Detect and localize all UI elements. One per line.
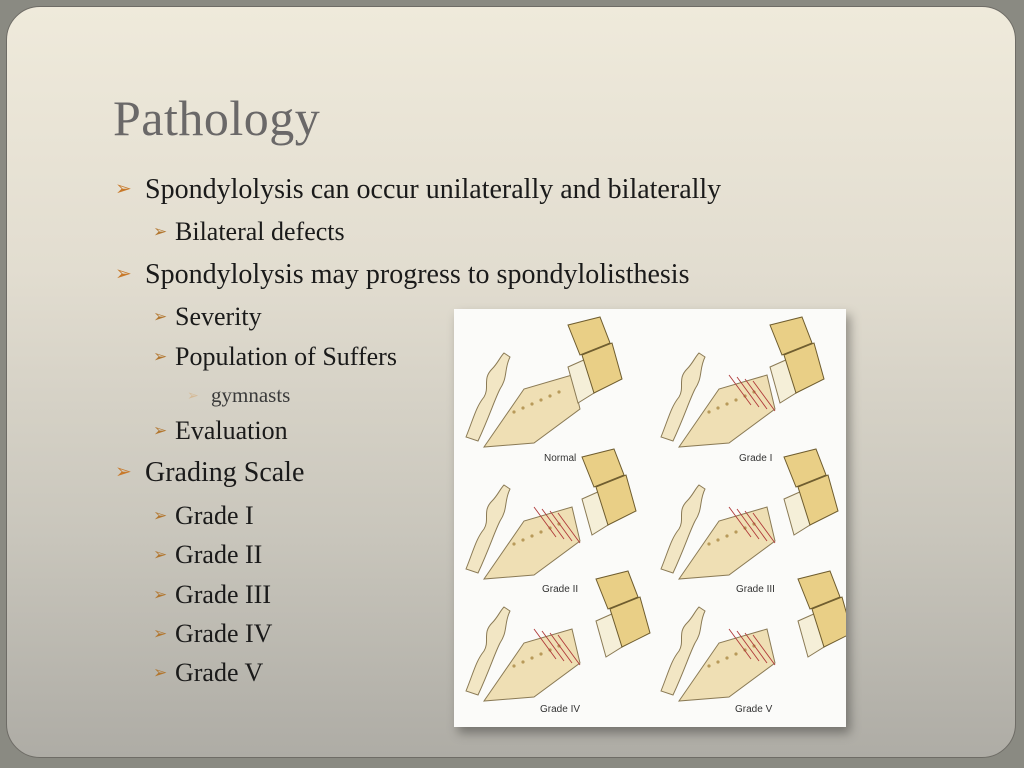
bullet-text: Grade IV xyxy=(175,619,273,648)
panel-caption: Normal xyxy=(544,453,577,464)
bullet-text: Spondylolysis may progress to spondylolisthesis xyxy=(145,259,690,290)
bullet-text: gymnasts xyxy=(211,383,291,407)
sacral-texture-dot xyxy=(539,652,542,655)
panel-caption: Grade V xyxy=(735,704,773,715)
bullet-text: Spondylolysis can occur unilaterally and bilaterally xyxy=(145,174,722,205)
bullet-item xyxy=(153,580,271,610)
sacral-texture-dot xyxy=(716,660,719,663)
bullet-item xyxy=(153,416,288,446)
arrow-bullet-icon: ➢ xyxy=(153,624,168,643)
sacral-texture-dot xyxy=(521,406,524,409)
sacral-texture-dot xyxy=(734,398,737,401)
panel-caption: Grade II xyxy=(542,584,579,595)
panel-caption: Grade IV xyxy=(540,704,581,715)
sacral-texture-dot xyxy=(539,398,542,401)
sacral-texture-dot xyxy=(734,652,737,655)
grade-panel xyxy=(466,449,636,579)
bullet-item xyxy=(115,259,689,291)
sacral-texture-dot xyxy=(512,410,515,413)
sacral-texture-dot xyxy=(716,538,719,541)
bullet-text: Grading Scale xyxy=(145,457,305,488)
arrow-bullet-icon: ➢ xyxy=(153,307,168,326)
sacral-texture-dot xyxy=(557,390,560,393)
arrow-bullet-icon: ➢ xyxy=(153,347,168,366)
arrow-bullet-icon: ➢ xyxy=(187,389,199,404)
bullet-item xyxy=(153,658,263,688)
bullet-text: Severity xyxy=(175,302,262,331)
grade-panel xyxy=(661,449,838,579)
bullet-item xyxy=(153,302,262,332)
arrow-bullet-icon: ➢ xyxy=(153,545,168,564)
arrow-bullet-icon: ➢ xyxy=(153,585,168,604)
grade-panel xyxy=(466,317,622,447)
slide xyxy=(6,6,1016,758)
bullet-text: Grade II xyxy=(175,540,263,569)
arrow-bullet-icon: ➢ xyxy=(115,263,132,285)
sacral-texture-dot xyxy=(521,660,524,663)
arrow-bullet-icon: ➢ xyxy=(115,178,132,200)
sacral-texture-dot xyxy=(707,542,710,545)
bullet-item xyxy=(115,174,721,206)
grade-panel xyxy=(661,317,824,447)
bullet-text: Bilateral defects xyxy=(175,217,345,246)
bullet-item xyxy=(153,501,254,531)
sacral-texture-dot xyxy=(734,530,737,533)
sacral-texture-dot xyxy=(512,664,515,667)
sacral-texture-dot xyxy=(725,534,728,537)
bullet-text: Grade I xyxy=(175,501,254,530)
bullet-item xyxy=(153,619,272,649)
panel-caption: Grade I xyxy=(739,453,773,464)
sacral-texture-dot xyxy=(707,664,710,667)
slide-title: Pathology xyxy=(113,90,321,146)
panel-caption: Grade III xyxy=(736,584,775,595)
arrow-bullet-icon: ➢ xyxy=(153,663,168,682)
bullet-text: Grade V xyxy=(175,658,264,687)
sacral-texture-dot xyxy=(530,534,533,537)
bullet-text: Grade III xyxy=(175,580,271,609)
sacral-texture-dot xyxy=(521,538,524,541)
spondylolisthesis-grades-figure xyxy=(454,309,846,727)
bullet-text: Evaluation xyxy=(175,416,288,445)
bullet-item xyxy=(187,383,290,408)
arrow-bullet-icon: ➢ xyxy=(153,222,168,241)
arrow-bullet-icon: ➢ xyxy=(153,421,168,440)
sacral-texture-dot xyxy=(707,410,710,413)
sacral-texture-dot xyxy=(539,530,542,533)
bullet-item xyxy=(153,540,262,570)
sacral-texture-dot xyxy=(716,406,719,409)
arrow-bullet-icon: ➢ xyxy=(153,506,168,525)
bullet-text: Population of Suffers xyxy=(175,342,397,371)
sacral-texture-dot xyxy=(512,542,515,545)
arrow-bullet-icon: ➢ xyxy=(115,461,132,483)
sacral-texture-dot xyxy=(725,402,728,405)
figure-illustration xyxy=(454,309,846,727)
bullet-item xyxy=(115,457,304,489)
bullet-item xyxy=(153,217,345,247)
sacral-texture-dot xyxy=(530,402,533,405)
sacral-texture-dot xyxy=(725,656,728,659)
sacral-texture-dot xyxy=(548,394,551,397)
bullet-item xyxy=(153,342,397,372)
sacral-texture-dot xyxy=(530,656,533,659)
